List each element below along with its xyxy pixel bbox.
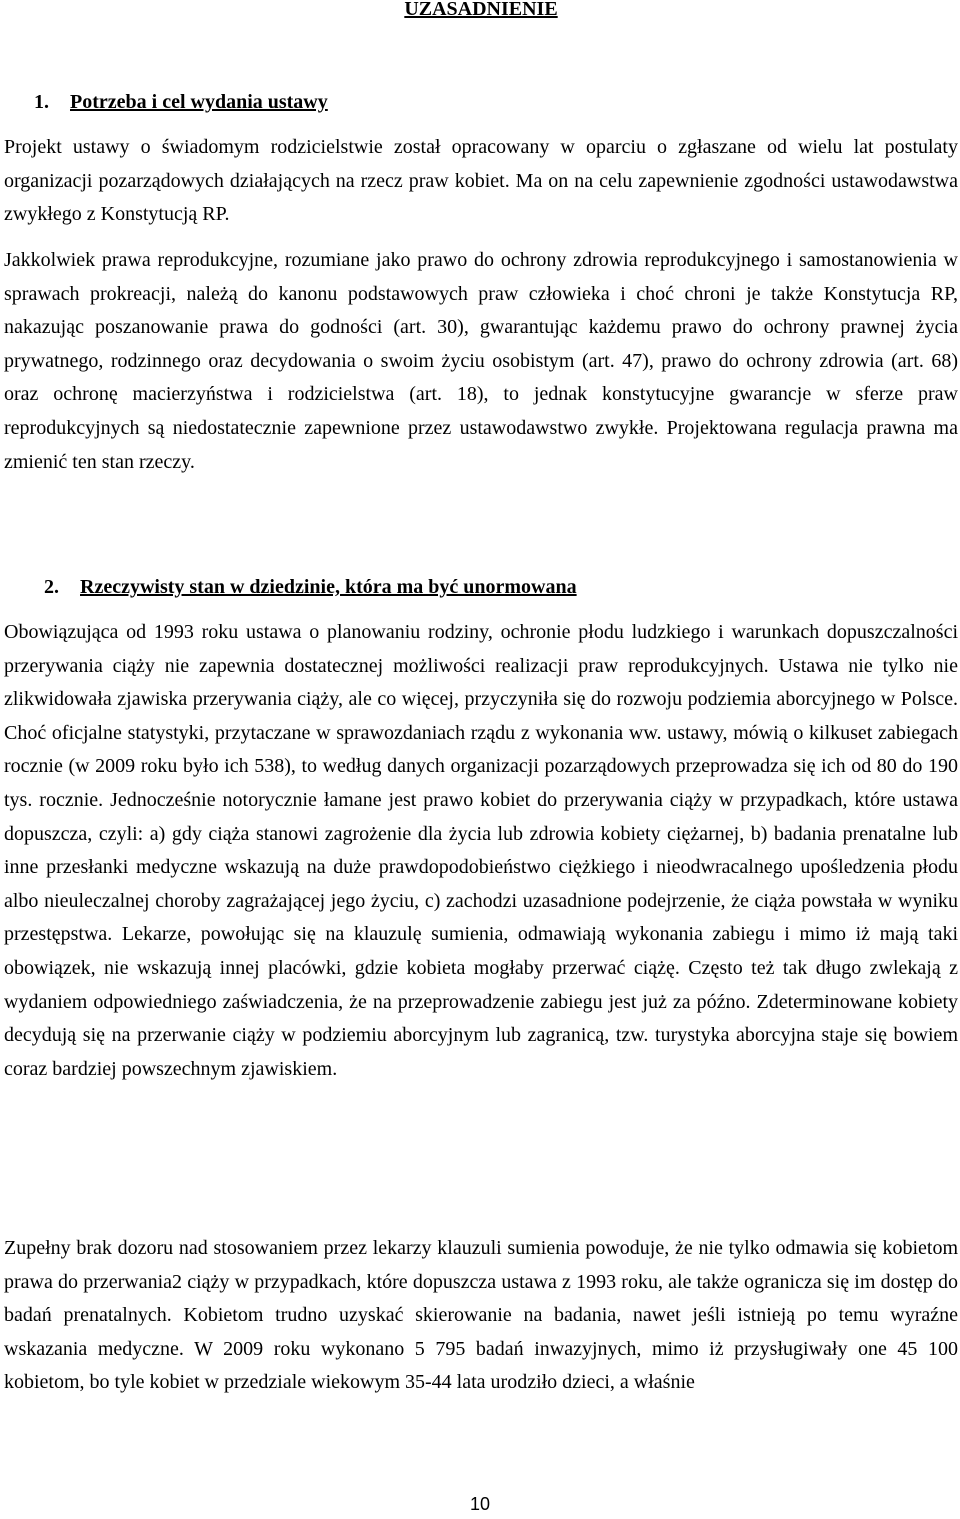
section-1-heading xyxy=(34,87,328,117)
section-1-title: Potrzeba i cel wydania ustawy xyxy=(70,91,328,113)
document-title: UZASADNIENIE xyxy=(404,0,558,20)
section-2-paragraph-1: Obowiązująca od 1993 roku ustawa o planowaniu rodziny, ochronie płodu ludzkiego i warunkach dopuszczalności przerywania ciąży nie zapewnia dostatecznej możliwości realizacji praw reprodukcyjnych. Ustawa nie tylko nie zlikwidowała zjawiska przerywania ciąży, ale co więcej, przyczyniła się do rozwoju podziemia aborcyjnego w Polsce. Choć oficjalne statystyki, przytaczane w sprawozdaniach rządu z wykonania ww. ustawy, mówią o kilkuset zabiegach rocznie (w 2009 roku było ich 538), to według danych organizacji pozarządowych przeprowadza się ich od 80 do 190 tys. rocznie. Jednocześnie notorycznie łamane jest prawo kobiet do przerywania ciąży w przypadkach, które ustawa dopuszcza, czyli: a) gdy ciąża stanowi zagrożenie dla życia lub zdrowia kobiety ciężarnej, b) badania prenatalne lub inne przesłanki medyczne wskazują na duże prawdopodobieństwo ciężkiego i nieodwracalnego upośledzenia płodu albo nieuleczalnej choroby zagrażającej jego życiu, c) zachodzi uzasadnione podejrzenie, że ciąża powstała w wyniku przestępstwa. Lekarze, powołując się na klauzulę sumienia, odmawiają wykonania zabiegu i mimo iż mają taki obowiązek, nie wskazują innej placówki, gdzie kobieta mogłaby przerwać ciążę. Często też tak długo zwlekają z wydaniem odpowiedniego zaświadczenia, że na przeprowadzenie zabiegu jest już za późno. Zdeterminowane kobiety decydują się na przerwanie ciąży w podziemiu aborcyjnym lub zagranicą, tzw. turystyka aborcyjna staje się bowiem coraz bardziej powszechnym zjawiskiem. xyxy=(4,621,958,1080)
section-2-heading xyxy=(44,572,577,602)
section-1-paragraph-2: Jakkolwiek prawa reprodukcyjne, rozumiane jako prawo do ochrony zdrowia reprodukcyjnego i samostanowienia w sprawach prokreacji, należą do kanonu podstawowych praw człowieka i choć chroni je także Konstytucja RP, nakazując poszanowanie prawa do godności (art. 30), gwarantując każdemu prawo do ochrony prawnej życia prywatnego, rodzinnego oraz decydowania o swoim życiu osobistym (art. 47), prawo do ochrony zdrowia (art. 68) oraz ochronę macierzyństwa i rodzicielstwa (art. 18), to jednak konstytucyjne gwarancje w sferze praw reprodukcyjnych są niedostatecznie zapewnione przez ustawodawstwo zwykłe. Projektowana regulacja prawna ma zmienić ten stan rzeczy. xyxy=(4,249,958,473)
section-1-number: 1. xyxy=(34,91,49,113)
page-number: 10 xyxy=(469,1494,491,1514)
section-2-title: Rzeczywisty stan w dziedzinie, która ma być unormowana xyxy=(80,576,577,598)
section-2-number: 2. xyxy=(44,576,59,598)
section-1-paragraph-1: Projekt ustawy o świadomym rodzicielstwie został opracowany w oparciu o zgłaszane od wielu lat postulaty organizacji pozarządowych działających na rzecz praw kobiet. Ma on na celu zapewnienie zgodności ustawodawstwa zwykłego z Konstytucją RP. xyxy=(4,136,958,226)
section-2-paragraph-2: Zupełny brak dozoru nad stosowaniem przez lekarzy klauzuli sumienia powoduje, że nie tylko odmawia się kobietom prawa do przerwania2 ciąży w przypadkach, które dopuszcza ustawa z 1993 roku, ale także ogranicza się im dostęp do badań prenatalnych. Kobietom trudno uzyskać skierowanie na badania, nawet jeśli istnieją po temu wyraźne wskazania medyczne. W 2009 roku wykonano 5 795 badań inwazyjnych, mimo iż przysługiwały one 45 100 kobietom, bo tyle kobiet w przedziale wiekowym 35-44 lata urodziło dzieci, a właśnie xyxy=(4,1237,958,1394)
